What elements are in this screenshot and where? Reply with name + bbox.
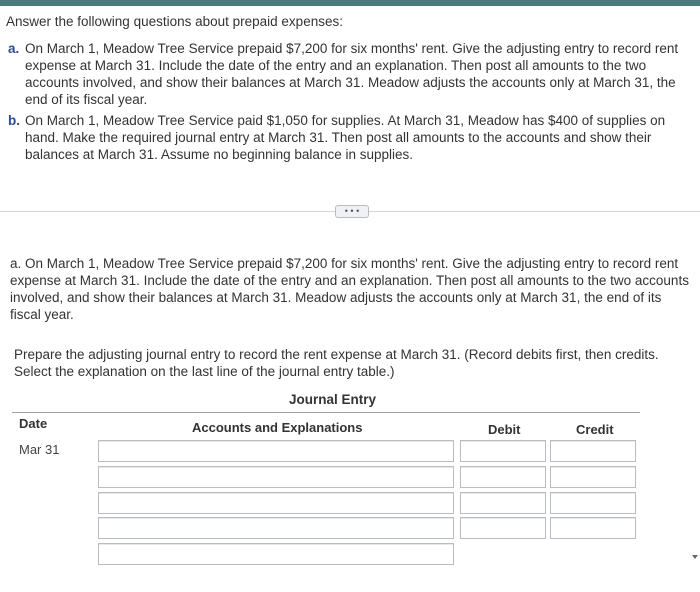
account-input-row-3[interactable] (98, 492, 454, 514)
question-b-letter: b. (8, 113, 20, 128)
top-bar (0, 0, 700, 6)
account-input-row-1[interactable] (98, 440, 454, 462)
debit-input-row-1[interactable] (460, 440, 546, 462)
credit-input-row-2[interactable] (550, 466, 636, 488)
date-column-header: Date (19, 416, 48, 431)
question-b-text: On March 1, Meadow Tree Service paid $1,050 for supplies. At March 31, Meadow has $400 of supplies on hand. Make the required journal entry at March 31. Then post all amounts to the accounts and show their balances at March 31. Assume no beginning balance in supplies. (25, 113, 666, 162)
section-divider (0, 200, 700, 218)
account-input-row-4[interactable] (98, 517, 454, 539)
scroll-down-arrow-icon[interactable] (692, 555, 698, 559)
journal-entry-title: Journal Entry (289, 392, 377, 407)
debit-input-row-4[interactable] (460, 517, 546, 539)
part-a-text: a. On March 1, Meadow Tree Service prepaid $7,200 for six months' rent. Give the adjusting entry to record rent expense at March 31. Include the date of the entry and an explanation. Then post all amounts to the two accounts involved, and show their balances at March 31. Meadow adjusts the accounts only at March 31, the end of its fiscal year. (10, 256, 689, 322)
account-input-row-2[interactable] (98, 466, 454, 488)
question-b (8, 112, 692, 163)
credit-column-header: Credit (576, 422, 614, 437)
explanation-input[interactable] (98, 543, 454, 565)
instruction-text: Prepare the adjusting journal entry to record the rent expense at March 31. (Record debits first, then credits. Select the explanation on the last line of the journal entry table.) (14, 347, 659, 379)
expand-button[interactable]: • • • (335, 205, 369, 218)
credit-input-row-3[interactable] (550, 492, 636, 514)
debit-column-header: Debit (488, 422, 521, 437)
intro-text: Answer the following questions about prepaid expenses: (6, 14, 343, 29)
debit-input-row-2[interactable] (460, 466, 546, 488)
credit-input-row-4[interactable] (550, 517, 636, 539)
credit-input-row-1[interactable] (550, 440, 636, 462)
journal-header-rule (12, 412, 640, 413)
question-list (8, 40, 692, 167)
date-cell: Mar 31 (19, 442, 60, 457)
accounts-column-header: Accounts and Explanations (192, 420, 363, 435)
question-a (8, 40, 692, 108)
question-a-letter: a. (8, 41, 20, 56)
debit-input-row-3[interactable] (460, 492, 546, 514)
question-a-text: On March 1, Meadow Tree Service prepaid $7,200 for six months' rent. Give the adjusting entry to record rent expense at March 31. Include the date of the entry and an explanation. Then post all amounts to the two accounts involved, and show their balances at March 31. Meadow adjusts the accounts only at March 31, the end of its fiscal year. (25, 41, 679, 107)
